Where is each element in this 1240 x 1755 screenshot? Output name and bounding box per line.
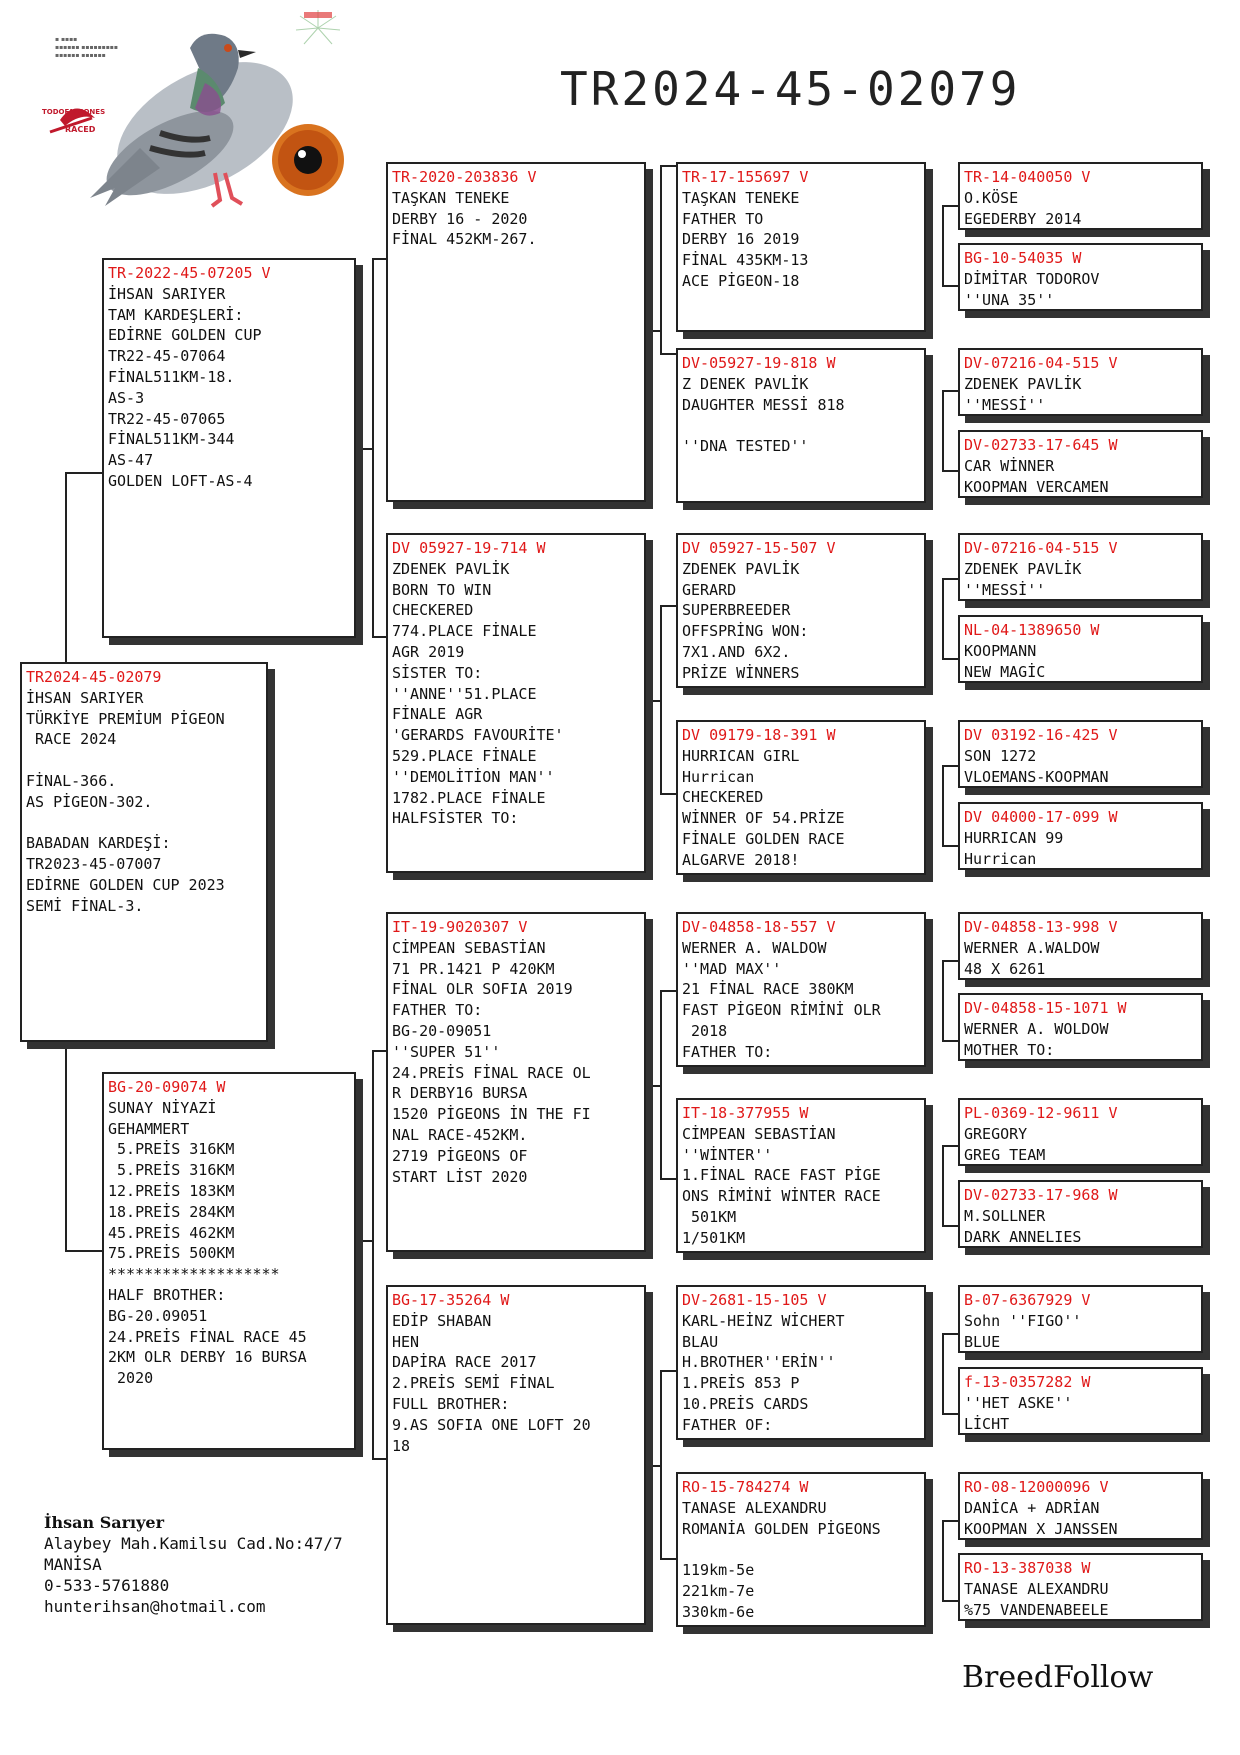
card-line: FATHER OF: <box>682 1415 773 1434</box>
card-line: ''HET ASKE'' <box>964 1393 1073 1412</box>
card-line <box>26 750 262 771</box>
card-line: SİSTER TO: <box>392 663 483 682</box>
card-line: 1/501KM <box>682 1228 746 1247</box>
card-line: 774.PLACE FİNALE <box>392 622 537 641</box>
card-line: DARK ANNELIES <box>964 1227 1082 1246</box>
logo-caption-top: ▪ ▪▪▪▪ ▪▪▪▪▪▪ ▪▪▪▪▪▪▪▪▪ ▪▪▪▪▪▪ ▪▪▪▪▪▪ <box>55 36 118 59</box>
card-line: ''SUPER 51'' <box>392 1042 501 1061</box>
card-line: KOOPMAN X JANSSEN <box>964 1519 1118 1538</box>
owner-city: MANİSA <box>44 1555 102 1574</box>
card-line: 45.PREİS 462KM <box>108 1223 235 1242</box>
ring-number: BG-17-35264 W <box>392 1291 510 1309</box>
dd-sire-card <box>676 1285 926 1440</box>
card-line: ZDENEK PAVLİK <box>964 559 1082 578</box>
card-line: 2719 PİGEONS OF <box>392 1146 528 1165</box>
card-line: 2018 <box>682 1021 728 1040</box>
card-line: GEHAMMERT <box>108 1119 190 1138</box>
sd-sire-card <box>676 533 926 688</box>
card-line: AS-47 <box>108 451 154 470</box>
card-line: BG-20-09051 <box>392 1021 492 1040</box>
card-line: FİNAL-366. <box>26 771 117 790</box>
ring-number: DV 03192-16-425 V <box>964 726 1118 744</box>
connector-dss <box>942 960 958 1042</box>
connector-dd-stub <box>646 1465 660 1467</box>
great-grandparent-card-6 <box>958 615 1203 683</box>
card-line: H.BROTHER''ERİN'' <box>682 1353 836 1372</box>
card-line: 2020 <box>108 1369 154 1388</box>
owner-info <box>44 1512 343 1617</box>
ring-number: IT-18-377955 W <box>682 1104 809 1122</box>
card-line: ''MESSİ'' <box>964 395 1046 414</box>
card-line: EDİP SHABAN <box>392 1311 492 1330</box>
card-line: DERBY 16 - 2020 <box>392 209 528 228</box>
sire-dam-card <box>386 533 646 873</box>
dam-sire-card <box>386 912 646 1252</box>
great-grandparent-card-16 <box>958 1553 1203 1621</box>
ring-number: DV 09179-18-391 W <box>682 726 836 744</box>
ring-number: BG-20-09074 W <box>108 1078 226 1096</box>
card-line <box>682 1539 920 1560</box>
card-line: TR22-45-07065 <box>108 409 226 428</box>
connector-dam-stub <box>356 1240 372 1242</box>
card-line: TAŞKAN TENEKE <box>392 188 510 207</box>
card-line: 75.PREİS 500KM <box>108 1244 235 1263</box>
dd-dam-card <box>676 1472 926 1627</box>
card-line: Sohn ''FIGO'' <box>964 1311 1082 1330</box>
connector-dds <box>942 1333 958 1415</box>
subject-card <box>20 662 268 1042</box>
card-line: FİNAL511KM-18. <box>108 367 235 386</box>
card-line: WİNNER OF 54.PRİZE <box>682 809 845 828</box>
ring-number: DV-04858-18-557 V <box>682 918 836 936</box>
sunburst-emblem <box>288 8 348 48</box>
card-line: FİNAL OLR SOFIA 2019 <box>392 980 573 999</box>
card-line: ''MAD MAX'' <box>682 959 782 978</box>
great-grandparent-card-3 <box>958 348 1203 416</box>
card-line: ROMANİA GOLDEN PİGEONS <box>682 1519 881 1538</box>
card-line: WERNER A. WALDOW <box>682 938 827 957</box>
card-line: AGR 2019 <box>392 642 465 661</box>
card-line: GERARD <box>682 580 737 599</box>
ring-number: RO-13-387038 W <box>964 1559 1091 1577</box>
ds-sire-card <box>676 912 926 1067</box>
connector-ddd <box>942 1520 958 1602</box>
card-line: AS PİGEON-302. <box>26 792 153 811</box>
card-line: FİNAL511KM-344 <box>108 430 235 449</box>
card-line: ''ANNE''51.PLACE <box>392 684 537 703</box>
connector-sss <box>942 205 958 287</box>
ring-number: BG-10-54035 W <box>964 249 1082 267</box>
card-line: İHSAN SARIYER <box>108 284 226 303</box>
ring-number: DV-07216-04-515 V <box>964 354 1118 372</box>
card-line: BG-20.09051 <box>108 1306 208 1325</box>
dam-dam-card <box>386 1285 646 1625</box>
card-line: NEW MAGİC <box>964 662 1046 681</box>
ring-number: TR-2022-45-07205 V <box>108 264 271 282</box>
card-line: GREG TEAM <box>964 1145 1046 1164</box>
card-line: DAPİRA RACE 2017 <box>392 1353 537 1372</box>
card-line: START LİST 2020 <box>392 1167 528 1186</box>
card-line: SUNAY NİYAZİ <box>108 1098 217 1117</box>
card-line: 1.PREİS 853 P <box>682 1374 800 1393</box>
card-line: TR22-45-07064 <box>108 347 226 366</box>
card-line: TÜRKİYE PREMİUM PİGEON <box>26 709 225 728</box>
card-line: LİCHT <box>964 1414 1010 1433</box>
card-line: 2KM OLR DERBY 16 BURSA <box>108 1348 307 1367</box>
card-line: 1.FİNAL RACE FAST PİGE <box>682 1166 881 1185</box>
card-line: NAL RACE-452KM. <box>392 1125 528 1144</box>
card-line: CİMPEAN SEBASTİAN <box>682 1124 836 1143</box>
card-line: GREGORY <box>964 1124 1028 1143</box>
card-line: DAUGHTER MESSİ 818 <box>682 395 845 414</box>
connector-ds <box>660 990 676 1180</box>
great-grandparent-card-8 <box>958 802 1203 870</box>
card-line: KARL-HEİNZ WİCHERT <box>682 1311 845 1330</box>
card-line: FULL BROTHER: <box>392 1394 510 1413</box>
card-line: TR2023-45-07007 <box>26 855 162 874</box>
card-line: CHECKERED <box>682 788 764 807</box>
card-line <box>26 813 262 834</box>
card-line: 2.PREİS SEMİ FİNAL <box>392 1374 555 1393</box>
great-grandparent-card-9 <box>958 912 1203 980</box>
great-grandparent-card-14 <box>958 1367 1203 1435</box>
card-line: WERNER A.WALDOW <box>964 938 1100 957</box>
card-line: 119km-5e <box>682 1561 755 1580</box>
ring-number: TR-2020-203836 V <box>392 168 537 186</box>
card-line: 24.PREİS FİNAL RACE OL <box>392 1063 591 1082</box>
card-line: %75 VANDENABEELE <box>964 1600 1109 1619</box>
ring-number: DV-02733-17-968 W <box>964 1186 1118 1204</box>
card-line: 221km-7e <box>682 1581 755 1600</box>
card-line: HURRICAN 99 <box>964 828 1064 847</box>
card-line: SON 1272 <box>964 746 1037 765</box>
card-line: SEMİ FİNAL-3. <box>26 896 144 915</box>
card-line: 5.PREİS 316KM <box>108 1161 235 1180</box>
card-line: WERNER A. WOLDOW <box>964 1019 1109 1038</box>
ring-number: DV 05927-15-507 V <box>682 539 836 557</box>
card-line: ''MESSİ'' <box>964 580 1046 599</box>
connector-ss-stub <box>646 330 660 332</box>
card-line: İHSAN SARIYER <box>26 688 144 707</box>
sd-dam-card <box>676 720 926 875</box>
card-line: BORN TO WIN <box>392 580 492 599</box>
card-line: 9.AS SOFIA ONE LOFT 20 <box>392 1415 591 1434</box>
card-line: CHECKERED <box>392 601 474 620</box>
card-line: 12.PREİS 183KM <box>108 1181 235 1200</box>
connector-sdd <box>942 765 958 847</box>
ring-number: DV-2681-15-105 V <box>682 1291 827 1309</box>
card-line: O.KÖSE <box>964 188 1019 207</box>
card-line: ''DEMOLİTİON MAN'' <box>392 767 555 786</box>
great-grandparent-card-15 <box>958 1472 1203 1540</box>
brand-logo: BreedFollow <box>962 1660 1154 1695</box>
card-line <box>682 415 920 436</box>
card-line: ZDENEK PAVLİK <box>682 559 800 578</box>
connector-sd <box>660 605 676 795</box>
card-line: CİMPEAN SEBASTİAN <box>392 938 546 957</box>
card-line: RACE 2024 <box>26 730 117 749</box>
card-line: HURRICAN GIRL <box>682 746 800 765</box>
ring-number: DV 05927-19-714 W <box>392 539 546 557</box>
card-line: ONS RİMİNİ WİNTER RACE <box>682 1187 881 1206</box>
card-line: TANASE ALEXANDRU <box>964 1579 1109 1598</box>
card-line: Hurrican <box>964 849 1037 868</box>
ring-number: DV-07216-04-515 V <box>964 539 1118 557</box>
card-line: 501KM <box>682 1207 737 1226</box>
card-line: ''UNA 35'' <box>964 290 1055 309</box>
ring-number: RO-08-12000096 V <box>964 1478 1109 1496</box>
great-grandparent-card-4 <box>958 430 1203 498</box>
ring-number: B-07-6367929 V <box>964 1291 1091 1309</box>
logo-tag: RACED <box>65 125 96 134</box>
page-title: TR2024-45-02079 <box>560 62 1021 116</box>
ds-dam-card <box>676 1098 926 1253</box>
card-line: FİNALE GOLDEN RACE <box>682 829 845 848</box>
ring-number: DV-04858-15-1071 W <box>964 999 1127 1017</box>
great-grandparent-card-1 <box>958 162 1203 230</box>
card-line: HEN <box>392 1332 420 1351</box>
card-line: FİNAL 435KM-13 <box>682 251 809 270</box>
ring-number: DV 04000-17-099 W <box>964 808 1118 826</box>
card-line: EGEDERBY 2014 <box>964 209 1082 228</box>
great-grandparent-card-5 <box>958 533 1203 601</box>
ring-number: TR-14-040050 V <box>964 168 1091 186</box>
connector-ds-stub <box>646 1085 660 1087</box>
card-line: BABADAN KARDEŞİ: <box>26 834 171 853</box>
ring-number: DV-02733-17-645 W <box>964 436 1118 454</box>
ring-number: DV-05927-19-818 W <box>682 354 836 372</box>
card-line: 330km-6e <box>682 1602 755 1621</box>
ring-number: NL-04-1389650 W <box>964 621 1100 639</box>
owner-email[interactable]: hunterihsan@hotmail.com <box>44 1597 266 1616</box>
great-grandparent-card-2 <box>958 243 1203 311</box>
great-grandparent-card-10 <box>958 993 1203 1061</box>
card-line: DANİCA + ADRİAN <box>964 1498 1100 1517</box>
logo-org: TODOFALCONES <box>42 108 106 116</box>
card-line: 1782.PLACE FİNALE <box>392 788 546 807</box>
card-line: KOOPMAN VERCAMEN <box>964 477 1109 496</box>
card-line: M.SOLLNER <box>964 1206 1046 1225</box>
card-line: FATHER TO: <box>392 1001 483 1020</box>
card-line: OFFSPRİNG WON: <box>682 622 809 641</box>
card-line: HALFSİSTER TO: <box>392 809 519 828</box>
connector-ss <box>660 165 676 355</box>
card-line: SUPERBREEDER <box>682 601 791 620</box>
ring-number: IT-19-9020307 V <box>392 918 528 936</box>
card-line: BLUE <box>964 1332 1001 1351</box>
owner-name: İhsan Sarıyer <box>44 1513 165 1532</box>
connector-sds <box>942 578 958 660</box>
card-line: BLAU <box>682 1332 719 1351</box>
sire-card <box>102 258 356 638</box>
pigeon-logo <box>20 8 360 218</box>
card-line: DİMİTAR TODOROV <box>964 269 1100 288</box>
owner-phone: 0-533-5761880 <box>44 1576 170 1595</box>
connector-dd <box>660 1370 676 1560</box>
card-line: EDİRNE GOLDEN CUP <box>108 326 262 345</box>
connector-sd-stub <box>646 700 660 702</box>
sire-sire-card <box>386 162 646 502</box>
card-line: MOTHER TO: <box>964 1040 1055 1059</box>
card-line: HALF BROTHER: <box>108 1285 226 1304</box>
card-line: 24.PREİS FİNAL RACE 45 <box>108 1327 307 1346</box>
card-line: PRİZE WİNNERS <box>682 663 800 682</box>
card-line: FİNALE AGR <box>392 705 483 724</box>
great-grandparent-card-11 <box>958 1098 1203 1166</box>
great-grandparent-card-7 <box>958 720 1203 788</box>
great-grandparent-card-12 <box>958 1180 1203 1248</box>
card-line: GOLDEN LOFT-AS-4 <box>108 471 253 490</box>
ring-number: RO-15-784274 W <box>682 1478 809 1496</box>
great-grandparent-card-13 <box>958 1285 1203 1353</box>
card-line: KOOPMANN <box>964 641 1037 660</box>
card-line: 21 FİNAL RACE 380KM <box>682 980 854 999</box>
ss-dam-card <box>676 348 926 503</box>
card-line: 7X1.AND 6X2. <box>682 642 791 661</box>
card-line: FİNAL 452KM-267. <box>392 230 537 249</box>
card-line: ******************* <box>108 1265 280 1284</box>
card-line: 48 X 6261 <box>964 959 1046 978</box>
card-line: 10.PREİS CARDS <box>682 1394 809 1413</box>
card-line: 18 <box>392 1436 411 1455</box>
owner-address: Alaybey Mah.Kamilsu Cad.No:47/7 <box>44 1534 343 1553</box>
card-line: R DERBY16 BURSA <box>392 1084 528 1103</box>
card-line: CAR WİNNER <box>964 456 1055 475</box>
ring-number: TR2024-45-02079 <box>26 668 162 686</box>
card-line: FATHER TO: <box>682 1042 773 1061</box>
ring-number: f-13-0357282 W <box>964 1373 1091 1391</box>
connector-sire-stub <box>356 448 372 450</box>
connector-dsd <box>942 1145 958 1227</box>
card-line: EDİRNE GOLDEN CUP 2023 <box>26 875 225 894</box>
ring-number: PL-0369-12-9611 V <box>964 1104 1118 1122</box>
card-line: Z DENEK PAVLİK <box>682 374 809 393</box>
card-line: VLOEMANS-KOOPMAN <box>964 767 1109 786</box>
card-line: ''WİNTER'' <box>682 1145 773 1164</box>
card-line: FAST PİGEON RİMİNİ OLR <box>682 1001 881 1020</box>
dam-card <box>102 1072 356 1450</box>
card-line: 5.PREİS 316KM <box>108 1140 235 1159</box>
card-line: TAM KARDEŞLERİ: <box>108 305 244 324</box>
card-line: TANASE ALEXANDRU <box>682 1498 827 1517</box>
card-line: ZDENEK PAVLİK <box>392 559 510 578</box>
ss-sire-card <box>676 162 926 332</box>
card-line: 18.PREİS 284KM <box>108 1202 235 1221</box>
ring-number: DV-04858-13-998 V <box>964 918 1118 936</box>
card-line: ALGARVE 2018! <box>682 850 800 869</box>
card-line: TAŞKAN TENEKE <box>682 188 800 207</box>
card-line: ZDENEK PAVLİK <box>964 374 1082 393</box>
card-line: Hurrican <box>682 767 755 786</box>
card-line: 1520 PİGEONS İN THE FI <box>392 1105 591 1124</box>
card-line: 529.PLACE FİNALE <box>392 746 537 765</box>
card-line: AS-3 <box>108 388 145 407</box>
card-line: ''DNA TESTED'' <box>682 437 809 456</box>
card-line: 'GERARDS FAVOURİTE' <box>392 726 564 745</box>
ring-number: TR-17-155697 V <box>682 168 809 186</box>
card-line: ACE PİGEON-18 <box>682 271 800 290</box>
card-line: DERBY 16 2019 <box>682 230 800 249</box>
card-line: FATHER TO <box>682 209 764 228</box>
card-line: 71 PR.1421 P 420KM <box>392 959 555 978</box>
connector-ssd <box>942 390 958 472</box>
